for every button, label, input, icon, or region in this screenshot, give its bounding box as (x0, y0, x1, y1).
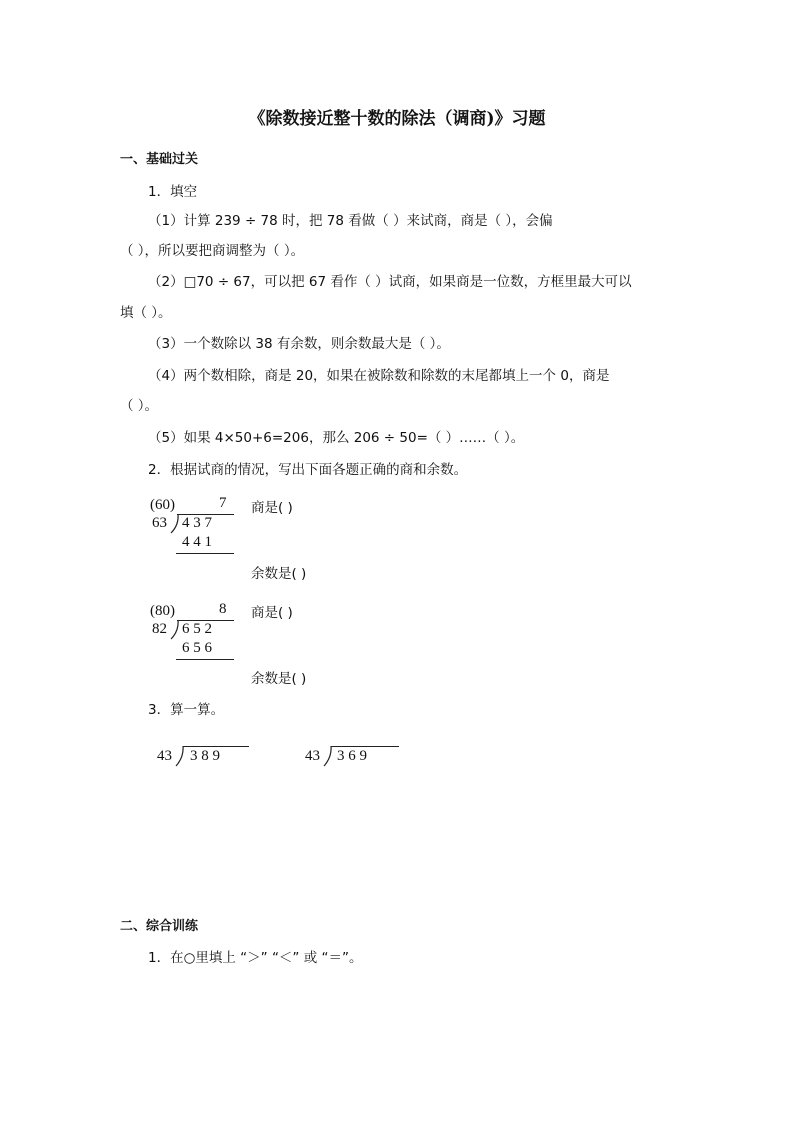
divisor: 43 (305, 748, 320, 764)
quotient-answer-1: 商是( ) (251, 500, 293, 516)
trial-product: 6 5 6 (182, 640, 212, 656)
q1-item5: （5）如果 4×50+6=206，那么 206 ÷ 50=（ ）……（ ）。 (148, 430, 525, 446)
dividend: 3 6 9 (337, 748, 367, 764)
remainder-answer-1: 余数是( ) (251, 566, 307, 582)
q1-item4-line2: （ ）。 (120, 398, 159, 414)
dividend: 6 5 2 (182, 621, 212, 637)
section-heading-basic: 一、基础过关 (120, 152, 199, 167)
q1-item4-line1: （4）两个数相除，商是 20，如果在被除数和除数的末尾都填上一个 0，商是 (148, 368, 610, 384)
division-bar (183, 746, 249, 747)
q1-item1-line1: （1）计算 239 ÷ 78 时，把 78 看做（ ）来试商，商是（ ），会偏 (148, 213, 553, 229)
divisor: 63 (152, 515, 167, 531)
q1-label: 1．填空 (148, 184, 198, 200)
q2-label: 2．根据试商的情况，写出下面各题正确的商和余数。 (148, 462, 468, 478)
dividend: 3 8 9 (190, 748, 220, 764)
estimate-label: (80) (150, 603, 175, 619)
remainder-answer-2: 余数是( ) (251, 671, 307, 687)
divisor: 43 (157, 748, 172, 764)
q3-label: 3．算一算。 (148, 702, 225, 718)
division-bracket (170, 619, 180, 640)
subtraction-line (176, 553, 234, 554)
section-heading-comprehensive: 二、综合训练 (120, 919, 199, 934)
quotient-digit: 7 (219, 495, 227, 511)
quotient-digit: 8 (219, 601, 227, 617)
division-bar (331, 746, 399, 747)
quotient-answer-2: 商是( ) (251, 605, 293, 621)
q1-item2-line1: （2）□70 ÷ 67，可以把 67 看作（ ）试商，如果商是一位数，方框里最大可以 (148, 274, 632, 290)
dividend: 4 3 7 (182, 515, 212, 531)
estimate-label: (60) (150, 497, 175, 513)
subtraction-line (176, 659, 234, 660)
q1-item2-line2: 填（ ）。 (120, 305, 172, 321)
division-bracket (170, 513, 180, 534)
trial-product: 4 4 1 (182, 534, 212, 550)
page-title: 《除数接近整十数的除法（调商)》习题 (248, 109, 546, 129)
divisor: 82 (152, 621, 167, 637)
comprehensive-q1-label: 1．在○里填上 “＞” “＜” 或 “＝”。 (148, 950, 363, 966)
division-bracket (323, 745, 333, 767)
q1-item1-line2: （ ），所以要把商调整为（ ）。 (120, 243, 305, 259)
division-bracket (175, 745, 185, 767)
q1-item3: （3）一个数除以 38 有余数，则余数最大是（ ）。 (148, 336, 450, 352)
